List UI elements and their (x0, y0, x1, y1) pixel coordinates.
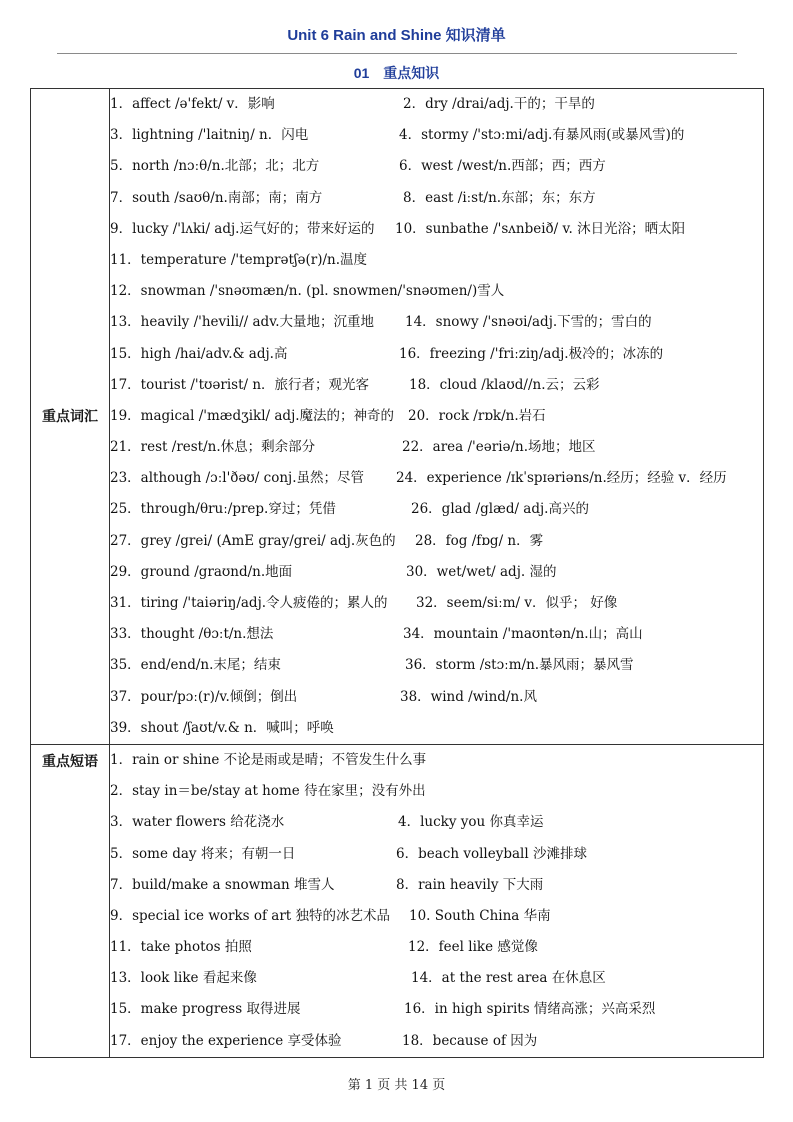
phrases-item: 11．take photos 拍照 (110, 939, 252, 956)
vocab-item: 38．wind /wind/n.风 (400, 688, 537, 705)
vocab-label: 重点词汇 (31, 89, 110, 745)
phrases-line (110, 994, 763, 1025)
phrases-item: 8．rain heavily 下大雨 (396, 876, 544, 893)
vocab-item: 9．lucky /'lʌki/ adj.运气好的；带来好运的 (110, 220, 375, 237)
phrases-item: 6．beach volleyball 沙滩排球 (396, 845, 587, 862)
vocab-item: 29．ground /graʊnd/n.地面 (110, 563, 293, 580)
phrases-line (110, 776, 763, 807)
vocab-item: 26．glad /glæd/ adj.高兴的 (411, 501, 589, 518)
vocab-line (110, 588, 763, 619)
phrases-item: 1．rain or shine 不论是雨或是晴；不管发生什么事 (110, 751, 427, 768)
vocab-line (110, 276, 763, 307)
vocab-item: 15．high /hai/adv.& adj.高 (110, 345, 288, 362)
phrases-row (31, 744, 764, 1057)
vocab-line (110, 713, 763, 744)
vocab-item: 7．south /saʊθ/n.南部；南；南方 (110, 189, 323, 206)
phrases-item: 14．at the rest area 在休息区 (411, 970, 606, 987)
vocab-line (110, 401, 763, 432)
phrases-line (110, 901, 763, 932)
vocab-line (110, 526, 763, 557)
phrases-line (110, 745, 763, 776)
phrases-item: 7．build/make a snowman 堆雪人 (110, 876, 335, 893)
header-divider (57, 53, 737, 54)
phrases-item: 3．water flowers 给花浇水 (110, 814, 285, 831)
phrases-item: 12．feel like 感觉像 (408, 939, 538, 956)
phrases-item: 2．stay in＝be/stay at home 待在家里；没有外出 (110, 783, 426, 800)
phrases-item: 10. South China 华南 (409, 907, 551, 924)
phrases-item: 16．in high spirits 情绪高涨；兴高采烈 (404, 1001, 656, 1018)
vocab-item: 3．lightning /'laitniŋ/ n．闪电 (110, 127, 309, 144)
vocab-item: 31．tiring /'taiəriŋ/adj.令人疲倦的；累人的 (110, 595, 388, 611)
vocab-item: 10．sunbathe /'sʌnbeið/ v. 沐日光浴；晒太阳 (395, 220, 686, 237)
vocab-line (110, 339, 763, 370)
phrases-item: 4．lucky you 你真幸运 (398, 814, 544, 831)
vocab-item: 23．although /ɔːl'ðəʊ/ conj.虽然；尽管 (110, 470, 364, 487)
vocab-item: 25．through/θruː/prep.穿过；凭借 (110, 501, 336, 518)
phrases-content (110, 744, 764, 1057)
vocab-line (110, 307, 763, 338)
section-number: 01 (353, 65, 370, 81)
vocab-line (110, 214, 763, 245)
phrases-line (110, 932, 763, 963)
vocab-item: 13．heavily /'hevili// adv.大量地；沉重地 (110, 314, 375, 331)
vocab-line (110, 463, 763, 494)
vocab-line (110, 151, 763, 182)
phrases-item: 9．special ice works of art 独特的冰艺术品 (110, 907, 391, 924)
phrases-item: 15．make progress 取得进展 (110, 1001, 301, 1018)
vocab-item: 1．affect /ə'fekt/ v．影响 (110, 96, 275, 112)
vocab-item: 36．storm /stɔːm/n.暴风雨；暴风雪 (405, 657, 634, 674)
vocab-row (31, 89, 764, 745)
vocab-item: 11．temperature /'temprətʃə(r)/n.温度 (110, 251, 368, 268)
vocab-item: 14．snowy /'snəʊi/adj.下雪的；雪白的 (405, 314, 652, 331)
vocab-item: 5．north /nɔːθ/n.北部；北；北方 (110, 158, 320, 175)
vocab-item: 39．shout /ʃaʊt/v.& n．喊叫；呼唤 (110, 719, 334, 736)
section-title-text: 重点知识 (383, 65, 440, 81)
section-heading (0, 63, 793, 83)
vocab-content (110, 89, 764, 745)
vocab-item: 17．tourist /'tʊərist/ n．旅行者；观光客 (110, 376, 370, 393)
vocab-line (110, 370, 763, 401)
vocab-line (110, 89, 763, 120)
phrases-item: 17．enjoy the experience 享受体验 (110, 1032, 342, 1049)
phrases-item: 13．look like 看起来像 (110, 970, 257, 987)
phrases-label: 重点短语 (31, 744, 110, 1057)
vocab-item: 21．rest /rest/n.休息；剩余部分 (110, 439, 316, 456)
phrases-line (110, 807, 763, 838)
vocab-item: 34．mountain /'maʊntən/n.山；高山 (403, 626, 643, 643)
vocab-line (110, 432, 763, 463)
vocab-item: 24．experience /ɪkˈspɪəriəns/n.经历；经验 v．经历 (396, 470, 727, 487)
vocab-line (110, 619, 763, 650)
vocab-line (110, 120, 763, 151)
page-footer: 第 1 页 共 14 页 (347, 1078, 446, 1093)
vocab-item: 4．stormy /'stɔːmi/adj.有暴风雨(或暴风雪)的 (399, 127, 685, 144)
vocab-line (110, 557, 763, 588)
vocab-line (110, 494, 763, 525)
vocab-item: 18．cloud /klaʊd//n.云；云彩 (409, 376, 600, 393)
vocab-item: 33．thought /θɔːt/n.想法 (110, 626, 274, 643)
vocab-item: 6．west /west/n.西部；西；西方 (399, 158, 606, 175)
vocab-item: 12．snowman /'snəʊmæn/n. (pl. snowmen/'snəʊmen/)雪人 (110, 283, 505, 300)
vocab-item: 28．fog /fɒg/ n．雾 (415, 532, 544, 549)
vocab-item: 35．end/end/n.末尾；结束 (110, 657, 281, 674)
vocab-item: 16．freezing /'friːziŋ/adj.极冷的；冰冻的 (399, 345, 664, 362)
phrases-line (110, 870, 763, 901)
knowledge-table (30, 88, 764, 1058)
phrases-line (110, 839, 763, 870)
vocab-line (110, 650, 763, 681)
vocab-item: 2．dry /drai/adj.干的；干旱的 (403, 96, 595, 112)
phrases-line (110, 963, 763, 994)
vocab-item: 32．seem/siːm/ v．似乎； 好像 (416, 595, 618, 611)
vocab-item: 19．magical /'mædʒikl/ adj.魔法的；神奇的 (110, 407, 395, 424)
page-header-title: Unit 6 Rain and Shine 知识清单 (287, 27, 506, 44)
phrases-item: 5．some day 将来；有朝一日 (110, 845, 296, 862)
vocab-line (110, 183, 763, 214)
vocab-item: 20．rock /rɒk/n.岩石 (408, 407, 546, 424)
vocab-item: 30．wet/wet/ adj. 湿的 (406, 563, 557, 580)
vocab-line (110, 245, 763, 276)
phrases-line (110, 1026, 763, 1057)
vocab-item: 8．east /iːst/n.东部；东；东方 (403, 189, 596, 206)
vocab-item: 27．grey /grei/ (AmE gray/grei/ adj.灰色的 (110, 532, 396, 549)
phrases-item: 18．because of 因为 (402, 1032, 538, 1049)
vocab-item: 22．area /'eəriə/n.场地；地区 (402, 439, 596, 456)
vocab-line (110, 682, 763, 713)
vocab-item: 37．pour/pɔː(r)/v.倾倒；倒出 (110, 688, 298, 705)
